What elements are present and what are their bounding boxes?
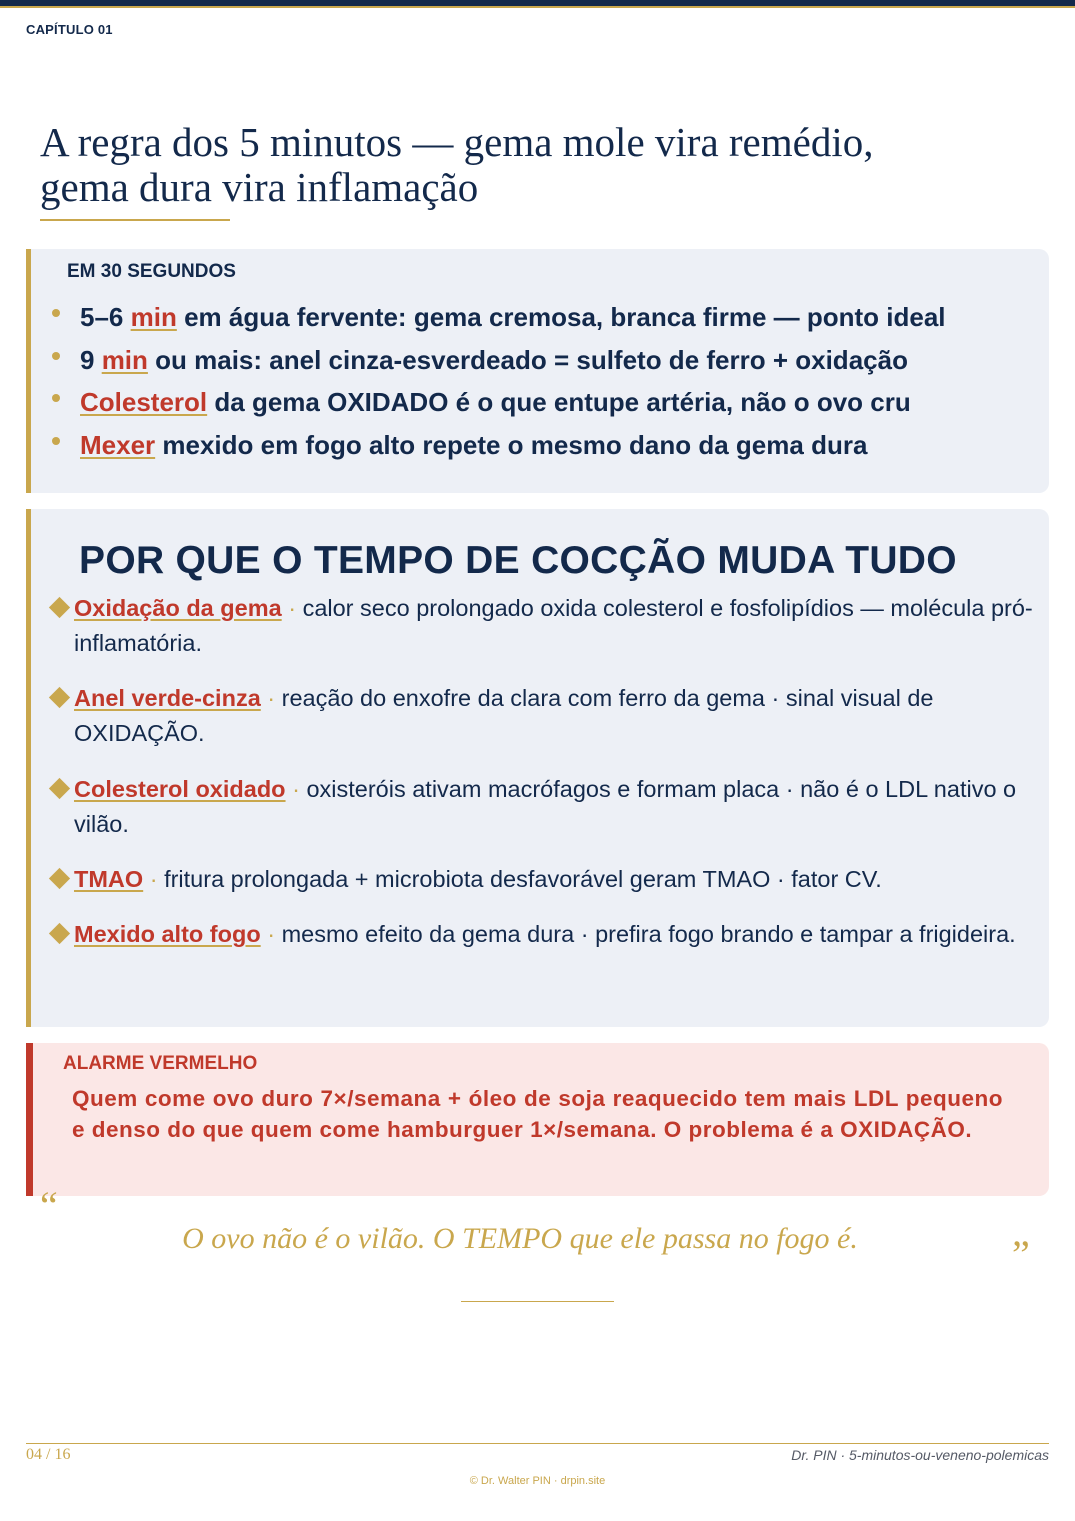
summary-item-highlight: Colesterol [80,387,208,417]
page-number: 04 / 16 [26,1446,71,1463]
summary-item [49,344,946,387]
summary-list [49,301,946,471]
diamond-icon [49,687,70,708]
footer-document-name: Dr. PIN · 5-minutos-ou-veneno-polemicas [791,1447,1049,1463]
summary-item-text: ou mais: anel cinza-esverdeado = sulfeto de ferro + oxidação [147,344,908,375]
diamond-icon [49,778,70,799]
diamond-icon [49,597,70,618]
page-title-line-2: gema dura vira inflamação [40,164,479,210]
open-quote-icon: “ [40,1183,58,1228]
reason-item [74,862,1034,897]
summary-item [49,386,946,429]
summary-heading: EM 30 SEGUNDOS [67,261,236,282]
bullet-icon [52,437,60,445]
summary-item-highlight: min [130,302,177,332]
top-accent-stripe [0,6,1075,8]
summary-item-text: da gema OXIDADO é o que entupe artéria, não o ovo cru [207,387,911,417]
reason-title: Oxidação da gema [74,595,282,621]
bullet-icon [52,352,60,360]
footer-divider [26,1443,1049,1444]
summary-item-text: mexido em fogo alto repete o mesmo dano da gema dura [155,429,868,460]
summary-item-highlight: Mexer [80,429,156,460]
reason-text: mesmo efeito da gema dura · prefira fogo brando e tampar a frigideira. [281,921,1016,947]
diamond-icon [49,868,70,889]
reason-title: Mexido alto fogo [74,921,261,947]
separator-dot: · [285,776,307,802]
diamond-icon [49,923,70,944]
alarm-box [26,1043,1049,1196]
reason-title: Anel verde-cinza [74,685,261,711]
reasons-box [26,509,1049,1027]
reason-title: TMAO [74,866,144,892]
copyright-notice: © Dr. Walter PIN · drpin.site [469,1475,606,1487]
summary-item-text: 5–6 [80,302,131,332]
quote-divider [461,1301,614,1302]
summary-item-highlight: min [101,344,148,375]
summary-item-text: em água fervente: gema cremosa, branca firme — ponto ideal [176,302,946,332]
reason-title: Colesterol oxidado [74,776,286,802]
separator-dot: · [143,866,165,892]
bullet-icon [52,394,60,402]
pull-quote: O ovo não é o vilão. O TEMPO que ele passa no fogo é. [182,1222,858,1255]
reason-text: oxisteróis ativam macrófagos e formam placa · não é o LDL nativo o vilão. [74,776,1017,837]
reason-item [74,591,1034,661]
alarm-text: Quem come ovo duro 7×/semana + óleo de soja reaquecido tem mais LDL pequeno e denso do que quem come hamburguer 1×/semana. O problema é a OXIDAÇÃO. [72,1086,1003,1142]
reason-text: fritura prolongada + microbiota desfavorável geram TMAO · fator CV. [164,866,882,892]
reason-text: reação do enxofre da clara com ferro da gema · sinal visual de OXIDAÇÃO. [74,685,934,746]
reason-text: calor seco prolongado oxida colesterol e fosfolipídios — molécula pró-inflamatória. [74,595,1033,656]
title-underline [40,219,230,221]
reason-item [74,772,1034,842]
summary-item-text: 9 [80,344,102,375]
summary-item [49,301,946,344]
reason-item [74,917,1034,952]
reason-item [74,681,1034,751]
page-title-line-1: A regra dos 5 minutos — gema mole vira remédio, [40,119,874,165]
close-quote-icon: ” [1012,1232,1030,1277]
separator-dot: · [281,595,303,621]
alarm-heading: ALARME VERMELHO [63,1053,258,1074]
summary-item [49,429,946,472]
separator-dot: · [260,921,282,947]
separator-dot: · [260,685,282,711]
chapter-label: CAPÍTULO 01 [26,22,113,37]
page-title [40,120,1040,210]
summary-box [26,249,1049,493]
bullet-icon [52,309,60,317]
reasons-heading: POR QUE O TEMPO DE COCÇÃO MUDA TUDO [79,539,957,582]
